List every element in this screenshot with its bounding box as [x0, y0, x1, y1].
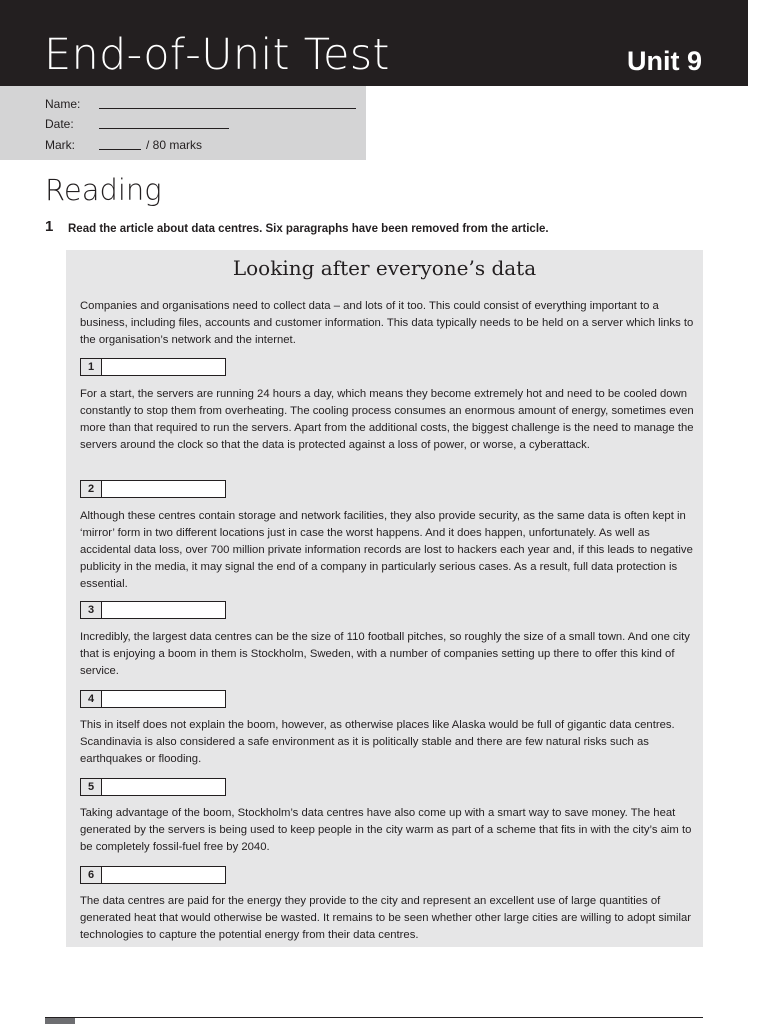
gap-answer-field[interactable] [102, 359, 225, 375]
date-field[interactable] [99, 128, 229, 129]
article-paragraph: Companies and organisations need to collect data – and lots of it too. This could consist of everything important to a business, including files, accounts and customer information. This data typically needs to be held on a server which links to the organisation’s network and the internet. [80, 300, 694, 346]
gap-answer-field[interactable] [102, 779, 225, 795]
article-title: Looking after everyone’s data [232, 256, 537, 280]
gap-box[interactable] [80, 866, 226, 884]
article-paragraph: Incredibly, the largest data centres can be the size of 110 football pitches, so roughly the size of a small town. And one city that is enjoying a boom in them is Stockholm, Sweden, with a number of companies setting up there to offer this kind of service. [80, 631, 690, 677]
gap-number: 2 [81, 481, 102, 497]
gap-number: 4 [81, 691, 102, 707]
footer-marker [45, 1018, 75, 1024]
gap-answer-field[interactable] [102, 691, 225, 707]
name-label: Name: [45, 97, 81, 111]
student-info-box [0, 86, 366, 160]
gap-box[interactable] [80, 778, 226, 796]
article-paragraph: This in itself does not explain the boom, however, as otherwise places like Alaska would be full of gigantic data centres. Scandinavia is also considered a safe environment as it is politically stable and there are few natural risks such as earthquakes or flooding. [80, 719, 675, 765]
gap-number: 1 [81, 359, 102, 375]
date-row [45, 116, 74, 132]
unit-label: Unit 9 [626, 46, 702, 76]
gap-box[interactable] [80, 480, 226, 498]
name-field[interactable] [99, 108, 356, 109]
page-title: End-of-Unit Test [44, 30, 390, 80]
header-bar [0, 0, 748, 86]
article-paragraph: Taking advantage of the boom, Stockholm’s data centres have also come up with a smart way to save money. The heat generated by the servers is being used to keep people in the city warm as part of a scheme that fits in with the city’s aim to be completely fossil-fuel free by 2040. [80, 807, 692, 853]
gap-answer-field[interactable] [102, 867, 225, 883]
mark-row [45, 137, 203, 153]
article-paragraph: For a start, the servers are running 24 hours a day, which means they become extremely hot and need to be cooled down constantly to stop them from overheating. The cooling process consumes an enormous amount of energy, sometimes even more than that required to run the servers. Apart from the additional costs, the biggest challenge is the need to manage the servers around the clock so that the data is protected against a loss of power, or worse, a cyberattack. [80, 388, 694, 451]
gap-box[interactable] [80, 690, 226, 708]
article-paragraph: Although these centres contain storage and network facilities, they also provide security, as the same data is often kept in ‘mirror’ form in two different locations just in case the worst happens. And it does happen, unfortunately. As well as accidental data loss, over 700 million private information records are lost to hackers each year and, if this leads to negative publicity in the media, it may signal the end of a company in particularly serious cases. As a result, full data protection is essential. [80, 510, 693, 590]
article-paragraph: The data centres are paid for the energy they provide to the city and represent an excellent use of large quantities of generated heat that would otherwise be wasted. It remains to be seen whether other large cities are willing to adopt similar technologies to capture the potential energy from their data centres. [80, 895, 691, 941]
mark-label: Mark: [45, 138, 75, 152]
name-row [45, 96, 80, 112]
article-box [66, 250, 703, 947]
gap-number: 3 [81, 602, 102, 618]
gap-answer-field[interactable] [102, 481, 225, 497]
question-instruction: Read the article about data centres. Six paragraphs have been removed from the article. [68, 223, 549, 235]
marks-total: / 80 marks [146, 138, 203, 152]
gap-answer-field[interactable] [102, 602, 225, 618]
section-heading: Reading [45, 173, 162, 207]
gap-box[interactable] [80, 601, 226, 619]
gap-number: 6 [81, 867, 102, 883]
mark-field[interactable] [99, 149, 141, 150]
gap-box[interactable] [80, 358, 226, 376]
footer-rule [45, 1017, 703, 1018]
question-number: 1 [45, 218, 54, 235]
gap-number: 5 [81, 779, 102, 795]
date-label: Date: [45, 117, 74, 131]
